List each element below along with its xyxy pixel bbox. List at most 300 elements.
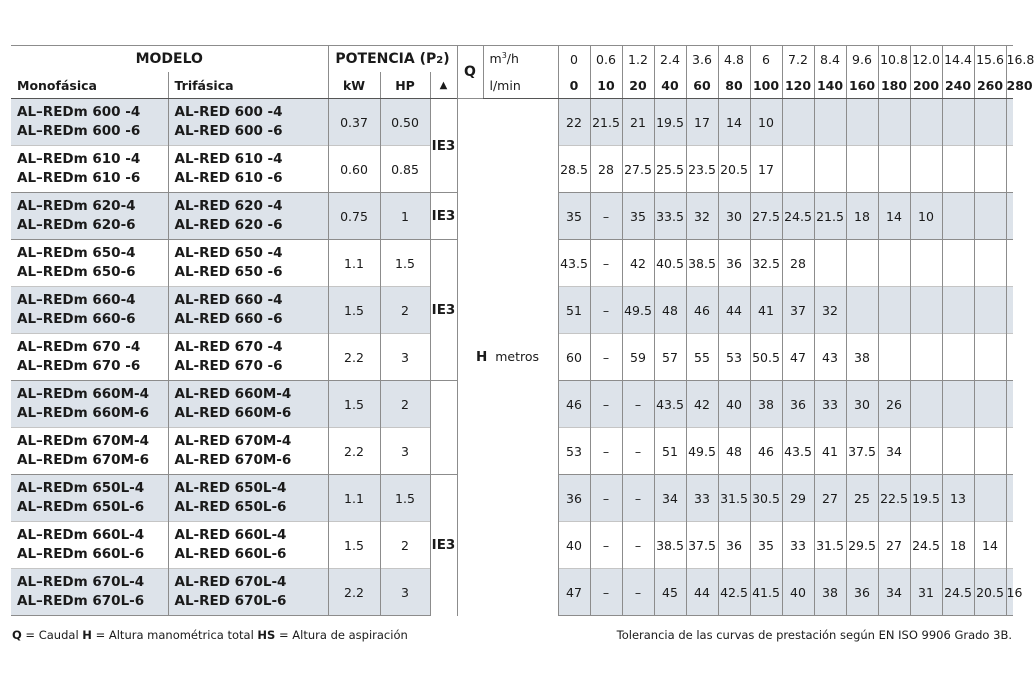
head-value: 43.5 — [558, 240, 590, 287]
footer-tolerance: Tolerancia de las curvas de prestación según EN ISO 9906 Grado 3B. — [616, 628, 1012, 642]
head-value: 19.5 — [654, 99, 686, 146]
head-value — [1006, 99, 1013, 146]
head-value: – — [622, 381, 654, 428]
head-value — [910, 146, 942, 193]
head-value: – — [622, 428, 654, 475]
head-value: 33.5 — [654, 193, 686, 240]
head-value — [974, 334, 1006, 381]
efficiency-class: IE3 — [430, 240, 457, 381]
head-value: 24.5 — [782, 193, 814, 240]
model-code: AL-RED 610 -4 — [174, 151, 283, 167]
trifasica-model — [168, 569, 328, 616]
model-code: AL–REDm 660L-6 — [17, 546, 145, 562]
head-value: 42 — [686, 381, 718, 428]
head-value: 48 — [654, 287, 686, 334]
head-value: 35 — [750, 522, 782, 569]
head-label — [457, 99, 558, 616]
head-value: 59 — [622, 334, 654, 381]
head-value: 45 — [654, 569, 686, 616]
model-code: AL–REDm 650L-4 — [17, 480, 145, 496]
model-code: AL-RED 650L-4 — [174, 480, 287, 496]
header-row-bottom — [11, 72, 1013, 99]
head-value: 43 — [814, 334, 846, 381]
head-value — [782, 99, 814, 146]
head-value — [878, 334, 910, 381]
monofasica-model — [11, 475, 168, 522]
head-value — [910, 240, 942, 287]
head-value — [974, 475, 1006, 522]
head-value: 46 — [686, 287, 718, 334]
flow-lmin-value: 240 — [942, 72, 974, 99]
head-value: 47 — [558, 569, 590, 616]
head-value: 27.5 — [750, 193, 782, 240]
head-value — [974, 146, 1006, 193]
hp-value: 1.5 — [380, 475, 430, 522]
efficiency-class: IE3 — [430, 475, 457, 616]
kw-value: 0.37 — [328, 99, 380, 146]
hp-value: 0.50 — [380, 99, 430, 146]
flow-lmin-value: 60 — [686, 72, 718, 99]
head-value: 51 — [654, 428, 686, 475]
head-value: 48 — [718, 428, 750, 475]
head-letter: H — [475, 349, 488, 366]
head-value: 20.5 — [974, 569, 1006, 616]
head-value: 25 — [846, 475, 878, 522]
flow-lmin-value: 10 — [590, 72, 622, 99]
flow-m3h-value: 0.6 — [590, 46, 622, 73]
efficiency-class: IE3 — [430, 193, 457, 240]
model-code: AL–REDm 660-4 — [17, 292, 136, 308]
head-value: 14 — [974, 522, 1006, 569]
head-value: 36 — [718, 240, 750, 287]
flow-m3h-value: 2.4 — [654, 46, 686, 73]
head-value: 38 — [814, 569, 846, 616]
model-code: AL–REDm 610 -4 — [17, 151, 141, 167]
hp-value: 2 — [380, 522, 430, 569]
head-value: 14 — [878, 193, 910, 240]
flow-m3h-value: 10.8 — [878, 46, 910, 73]
head-value: 30.5 — [750, 475, 782, 522]
head-value: – — [590, 334, 622, 381]
trifasica-model — [168, 428, 328, 475]
kw-value: 2.2 — [328, 334, 380, 381]
flow-lmin-value: 0 — [558, 72, 590, 99]
flow-lmin-value: 280 — [1006, 72, 1013, 99]
model-code: AL–REDm 660M-6 — [17, 405, 150, 421]
monofasica-model — [11, 146, 168, 193]
model-code: AL–REDm 600 -6 — [17, 123, 141, 139]
head-value: 27 — [878, 522, 910, 569]
trifasica-model — [168, 475, 328, 522]
head-value: 40 — [558, 522, 590, 569]
head-value — [974, 193, 1006, 240]
model-code: AL–REDm 600 -4 — [17, 104, 141, 120]
head-value: 40 — [718, 381, 750, 428]
flow-lmin-value: 20 — [622, 72, 654, 99]
model-code: AL–REDm 670 -4 — [17, 339, 141, 355]
efficiency-class: IE3 — [430, 99, 457, 193]
trifasica-model — [168, 240, 328, 287]
flow-m3h-value: 15.6 — [974, 46, 1006, 73]
monofasica-model — [11, 522, 168, 569]
head-value: 37 — [782, 287, 814, 334]
head-value — [846, 146, 878, 193]
model-code: AL-RED 660L-4 — [174, 527, 287, 543]
m3h-unit-heading: $m^3/h$ — [483, 46, 558, 73]
head-value: – — [590, 475, 622, 522]
head-value: 35 — [558, 193, 590, 240]
kw-value: 1.1 — [328, 240, 380, 287]
kw-value: 0.75 — [328, 193, 380, 240]
head-value: 34 — [654, 475, 686, 522]
flow-lmin-value: 200 — [910, 72, 942, 99]
head-value — [1006, 146, 1013, 193]
head-value: 27 — [814, 475, 846, 522]
head-value: 38 — [750, 381, 782, 428]
head-value: 43.5 — [654, 381, 686, 428]
head-value: 55 — [686, 334, 718, 381]
head-value — [942, 146, 974, 193]
model-code: AL–REDm 620-6 — [17, 217, 136, 233]
head-unit: metros — [495, 349, 540, 365]
head-value — [878, 146, 910, 193]
head-value: 53 — [558, 428, 590, 475]
head-value: – — [622, 475, 654, 522]
head-value — [814, 240, 846, 287]
head-value: 42.5 — [718, 569, 750, 616]
head-value — [974, 240, 1006, 287]
footer-q-letter: Q — [12, 628, 22, 642]
model-code: AL–REDm 670 -6 — [17, 358, 141, 374]
model-code: AL–REDm 660M-4 — [17, 386, 150, 402]
kw-value: 0.60 — [328, 146, 380, 193]
trifasica-model — [168, 287, 328, 334]
head-value — [910, 381, 942, 428]
head-value: 13 — [942, 475, 974, 522]
model-code: AL–REDm 650-4 — [17, 245, 136, 261]
head-value — [846, 99, 878, 146]
q-heading: Q — [457, 46, 483, 99]
trifasica-model — [168, 146, 328, 193]
model-code: AL-RED 600 -4 — [174, 104, 283, 120]
head-value: 47 — [782, 334, 814, 381]
model-code: AL-RED 650L-6 — [174, 499, 287, 515]
head-value — [878, 240, 910, 287]
head-value — [1006, 381, 1013, 428]
hp-value: 3 — [380, 334, 430, 381]
head-value: 34 — [878, 428, 910, 475]
flow-m3h-value: 14.4 — [942, 46, 974, 73]
trifasica-heading: Trifásica — [168, 72, 328, 99]
model-code: AL–REDm 670M-4 — [17, 433, 150, 449]
head-value — [942, 193, 974, 240]
flow-m3h-value: 1.2 — [622, 46, 654, 73]
head-value: 30 — [718, 193, 750, 240]
model-code: AL-RED 670M-4 — [174, 433, 292, 449]
head-value: 31.5 — [718, 475, 750, 522]
footer-q-text: = Caudal — [21, 628, 83, 642]
head-value: 28 — [782, 240, 814, 287]
head-value — [878, 99, 910, 146]
trifasica-model — [168, 193, 328, 240]
model-code: AL–REDm 660-6 — [17, 311, 136, 327]
head-value: 32 — [686, 193, 718, 240]
head-value: 43.5 — [782, 428, 814, 475]
head-value: 16 — [1006, 569, 1013, 616]
hp-value: 0.85 — [380, 146, 430, 193]
trifasica-model — [168, 522, 328, 569]
head-value: 60 — [558, 334, 590, 381]
head-value: 32.5 — [750, 240, 782, 287]
head-value: – — [590, 428, 622, 475]
head-value: 44 — [686, 569, 718, 616]
head-value: 24.5 — [910, 522, 942, 569]
head-value: – — [622, 522, 654, 569]
trifasica-model — [168, 99, 328, 146]
lmin-unit-heading: l/min — [483, 72, 558, 99]
head-value: 37.5 — [846, 428, 878, 475]
head-value: 10 — [750, 99, 782, 146]
head-value — [942, 287, 974, 334]
head-value — [1006, 428, 1013, 475]
flow-m3h-value: 16.8 — [1006, 46, 1013, 73]
head-value: 31 — [910, 569, 942, 616]
flow-lmin-value: 80 — [718, 72, 750, 99]
head-value: 38 — [846, 334, 878, 381]
head-value: 42 — [622, 240, 654, 287]
head-value — [942, 334, 974, 381]
head-value — [942, 381, 974, 428]
head-value: 33 — [814, 381, 846, 428]
flow-m3h-value: 12.0 — [910, 46, 942, 73]
flow-lmin-value: 180 — [878, 72, 910, 99]
hp-value: 1.5 — [380, 240, 430, 287]
head-value: 28.5 — [558, 146, 590, 193]
head-value — [814, 146, 846, 193]
head-value: – — [590, 193, 622, 240]
head-value: 26 — [878, 381, 910, 428]
head-value: – — [590, 569, 622, 616]
head-value: 21.5 — [814, 193, 846, 240]
head-value: 41.5 — [750, 569, 782, 616]
monofasica-model — [11, 334, 168, 381]
hp-value: 1 — [380, 193, 430, 240]
model-code: AL–REDm 660L-4 — [17, 527, 145, 543]
hp-value: 3 — [380, 569, 430, 616]
head-value: 36 — [846, 569, 878, 616]
head-value: 27.5 — [622, 146, 654, 193]
head-value — [910, 287, 942, 334]
head-value: 17 — [750, 146, 782, 193]
performance-table — [11, 45, 1034, 616]
flow-lmin-value: 100 — [750, 72, 782, 99]
monofasica-model — [11, 287, 168, 334]
flow-m3h-value: 8.4 — [814, 46, 846, 73]
head-value: 57 — [654, 334, 686, 381]
head-value — [910, 334, 942, 381]
head-value: 51 — [558, 287, 590, 334]
head-value — [1006, 193, 1013, 240]
flow-lmin-value: 260 — [974, 72, 1006, 99]
head-value: 44 — [718, 287, 750, 334]
flow-m3h-value: 3.6 — [686, 46, 718, 73]
head-value: 22 — [558, 99, 590, 146]
head-value: 49.5 — [686, 428, 718, 475]
head-value — [846, 287, 878, 334]
head-value: 38.5 — [654, 522, 686, 569]
head-value: 41 — [814, 428, 846, 475]
model-code: AL–REDm 670L-4 — [17, 574, 145, 590]
head-value — [974, 428, 1006, 475]
head-value: 40 — [782, 569, 814, 616]
flow-m3h-value: 6 — [750, 46, 782, 73]
head-value: 36 — [558, 475, 590, 522]
head-value: 21.5 — [590, 99, 622, 146]
monofasica-model — [11, 240, 168, 287]
head-value: 10 — [910, 193, 942, 240]
flow-m3h-value: 4.8 — [718, 46, 750, 73]
head-value — [846, 240, 878, 287]
flow-lmin-value: 160 — [846, 72, 878, 99]
kw-value: 1.5 — [328, 381, 380, 428]
efficiency-triangle-heading: ▲ — [430, 72, 457, 99]
head-value: 23.5 — [686, 146, 718, 193]
hp-value: 2 — [380, 287, 430, 334]
head-value: 50.5 — [750, 334, 782, 381]
trifasica-model — [168, 334, 328, 381]
head-value — [942, 99, 974, 146]
flow-lmin-value: 120 — [782, 72, 814, 99]
head-value: 36 — [782, 381, 814, 428]
head-value — [974, 287, 1006, 334]
model-code: AL-RED 670 -4 — [174, 339, 283, 355]
model-code: AL-RED 660L-6 — [174, 546, 287, 562]
model-code: AL-RED 660 -4 — [174, 292, 283, 308]
head-value: 41 — [750, 287, 782, 334]
flow-m3h-value: 9.6 — [846, 46, 878, 73]
head-value: – — [590, 522, 622, 569]
head-value: 34 — [878, 569, 910, 616]
head-value: 33 — [782, 522, 814, 569]
flow-m3h-value: 7.2 — [782, 46, 814, 73]
head-value: 40.5 — [654, 240, 686, 287]
head-value — [942, 428, 974, 475]
head-value: 35 — [622, 193, 654, 240]
head-value: – — [590, 381, 622, 428]
head-value: 21 — [622, 99, 654, 146]
footer-hs-letter: HS — [257, 628, 276, 642]
head-value — [910, 428, 942, 475]
model-code: AL-RED 670L-4 — [174, 574, 287, 590]
model-code: AL-RED 670 -6 — [174, 358, 283, 374]
head-value: 18 — [846, 193, 878, 240]
head-value: 33 — [686, 475, 718, 522]
hp-heading: HP — [380, 72, 430, 99]
head-value — [1006, 522, 1013, 569]
hp-value: 3 — [380, 428, 430, 475]
head-value: 22.5 — [878, 475, 910, 522]
monofasica-model — [11, 99, 168, 146]
flow-lmin-value: 40 — [654, 72, 686, 99]
model-code: AL–REDm 650-6 — [17, 264, 136, 280]
head-value: – — [590, 287, 622, 334]
kw-value: 2.2 — [328, 428, 380, 475]
footer-h-text: = Altura manométrica total — [91, 628, 258, 642]
model-code: AL-RED 600 -6 — [174, 123, 283, 139]
model-code: AL-RED 660 -6 — [174, 311, 283, 327]
head-value — [1006, 287, 1013, 334]
head-value: 38.5 — [686, 240, 718, 287]
head-value — [1006, 240, 1013, 287]
modelo-heading: MODELO — [11, 46, 328, 73]
model-code: AL-RED 620 -6 — [174, 217, 283, 233]
kw-value: 1.5 — [328, 522, 380, 569]
head-value: 32 — [814, 287, 846, 334]
model-code: AL–REDm 670M-6 — [17, 452, 150, 468]
head-value: 31.5 — [814, 522, 846, 569]
model-code: AL-RED 660M-4 — [174, 386, 292, 402]
head-value: 28 — [590, 146, 622, 193]
kw-heading: kW — [328, 72, 380, 99]
head-value: 19.5 — [910, 475, 942, 522]
monofasica-model — [11, 193, 168, 240]
model-code: AL–REDm 610 -6 — [17, 170, 141, 186]
performance-table-sheet — [11, 45, 1034, 616]
head-value: 46 — [750, 428, 782, 475]
header-row-top — [11, 46, 1013, 73]
model-code: AL-RED 620 -4 — [174, 198, 283, 214]
model-code: AL-RED 610 -6 — [174, 170, 283, 186]
model-code: AL-RED 670M-6 — [174, 452, 292, 468]
head-value: – — [622, 569, 654, 616]
flow-m3h-value: 0 — [558, 46, 590, 73]
head-value — [974, 381, 1006, 428]
model-code: AL–REDm 620-4 — [17, 198, 136, 214]
monofasica-model — [11, 428, 168, 475]
head-value — [878, 287, 910, 334]
head-value: 18 — [942, 522, 974, 569]
head-value: 24.5 — [942, 569, 974, 616]
head-value — [814, 99, 846, 146]
flow-lmin-value: 140 — [814, 72, 846, 99]
head-value — [910, 99, 942, 146]
model-code: AL-RED 660M-6 — [174, 405, 292, 421]
head-value — [942, 240, 974, 287]
monofasica-model — [11, 381, 168, 428]
head-value: 53 — [718, 334, 750, 381]
head-value — [782, 146, 814, 193]
head-value: 17 — [686, 99, 718, 146]
model-code: AL-RED 670L-6 — [174, 593, 287, 609]
table-row — [11, 99, 1013, 146]
footer-hs-text: = Altura de aspiración — [275, 628, 408, 642]
head-value: 25.5 — [654, 146, 686, 193]
head-value — [1006, 334, 1013, 381]
head-value: 37.5 — [686, 522, 718, 569]
trifasica-model — [168, 381, 328, 428]
potencia-heading: POTENCIA (P2) — [328, 46, 457, 73]
model-code: AL-RED 650 -6 — [174, 264, 283, 280]
model-code: AL–REDm 650L-6 — [17, 499, 145, 515]
head-value: 49.5 — [622, 287, 654, 334]
head-value: 30 — [846, 381, 878, 428]
kw-value: 1.1 — [328, 475, 380, 522]
head-value: 36 — [718, 522, 750, 569]
head-value: 20.5 — [718, 146, 750, 193]
monofasica-heading: Monofásica — [11, 72, 168, 99]
footer-h-letter: H — [82, 628, 92, 642]
model-code: AL-RED 650 -4 — [174, 245, 283, 261]
